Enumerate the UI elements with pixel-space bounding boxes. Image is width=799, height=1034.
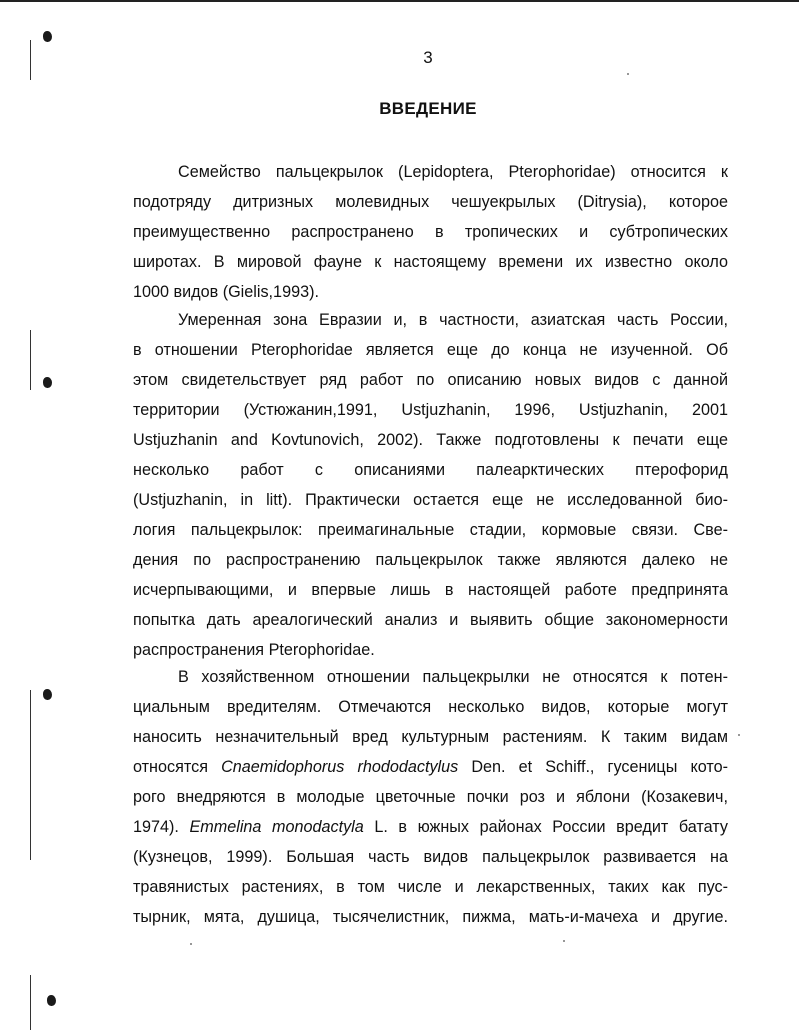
dust-speck [563,940,565,942]
scan-border-left [30,330,31,390]
text-line: рого внедряются в молодые цветочные почки роз и яблони (Козакевич, [133,788,728,806]
text-line [133,812,728,842]
text-line: Семейство пальцекрылок (Lepidoptera, Pterophoridae) относится к [178,163,728,181]
text-line: циальным вредителям. Отмечаются несколько видов, которые могут [133,698,728,716]
text-line: широтах. В мировой фауне к настоящему времени их известно около [133,253,728,271]
text-line: (Ustjuzhanin, in litt). Практически остается еще не исследованной био- [133,491,728,509]
punch-hole-mark [47,995,56,1006]
species-name: Cnaemidophorus rhododactylus [221,758,459,776]
punch-hole-mark [43,377,52,388]
text-line: наносить незначительный вред культурным растениям. К таким видам [133,728,728,746]
page-title: ВВЕДЕНИЕ [379,99,477,118]
text-line: преимущественно распространено в тропических и субтропических [133,223,728,241]
dust-speck [738,734,740,736]
text-run: Den. et Schiff., гусеницы кото- [458,758,728,776]
text-line [133,752,728,782]
text-line: В хозяйственном отношении пальцекрылки не относятся к потен- [178,668,728,686]
punch-hole-mark [43,31,52,42]
text-line: подотряду дитризных молевидных чешуекрылых (Ditrysia), которое [133,193,728,211]
text-line: в отношении Pterophoridae является еще до конца не изученной. Об [133,341,728,359]
scan-border-left [30,975,31,1030]
text-line: тырник, мята, душица, тысячелистник, пижма, мать-и-мачеха и другие. [133,908,728,926]
text-run: относятся [133,758,222,776]
text-line: (Кузнецов, 1999). Большая часть видов пальцекрылок развивается на [133,848,728,866]
text-line: 1000 видов (Gielis,1993). [133,283,319,301]
text-run: 1974). [133,818,190,836]
text-line: распространения Pterophoridae. [133,641,375,659]
text-line: этом свидетельствует ряд работ по описанию новых видов с данной [133,371,728,389]
species-name: Emmelina monodactyla [189,818,364,836]
text-line: несколько работ с описаниями палеарктических птерофорид [133,461,728,479]
text-run: L. в южных районах России вредит батату [363,818,728,836]
paragraph-1 [133,157,728,307]
page-number: 3 [423,48,433,67]
scan-border-left [30,690,31,860]
punch-hole-mark [43,689,52,700]
text-line: травянистых растениях, в том числе и лекарственных, таких как пус- [133,878,728,896]
text-line: Умеренная зона Евразии и, в частности, азиатская часть России, [178,311,728,329]
dust-speck [627,73,629,75]
text-line: дения по распространению пальцекрылок также являются далеко не [133,551,728,569]
text-line: территории (Устюжанин,1991, Ustjuzhanin, 1996, Ustjuzhanin, 2001 [133,401,728,419]
paragraph-3 [133,662,728,932]
scan-border-top [0,0,799,2]
text-line: исчерпывающими, и впервые лишь в настоящей работе предпринята [133,581,728,599]
text-line: логия пальцекрылок: преимагинальные стадии, кормовые связи. Све- [133,521,728,539]
dust-speck [190,943,192,945]
text-line: попытка дать ареалогический анализ и выявить общие закономерности [133,611,728,629]
paragraph-2 [133,305,728,665]
text-line: Ustjuzhanin and Kovtunovich, 2002). Также подготовлены к печати еще [133,431,728,449]
